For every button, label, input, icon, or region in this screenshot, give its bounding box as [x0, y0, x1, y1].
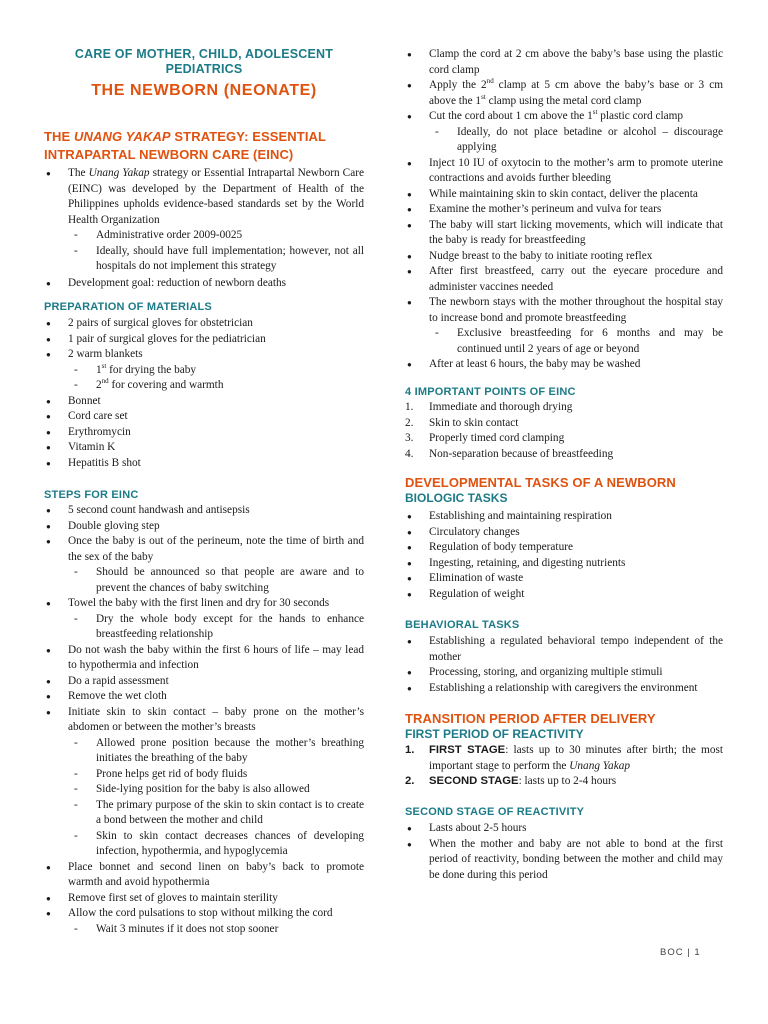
numbered-item: 4. Non-separation because of breastfeeding — [405, 447, 614, 460]
sub-item: - Skin to skin contact decreases chances of developing infection, hypothermia, and hypoglycemia — [44, 829, 364, 860]
four-points-heading: 4 IMPORTANT POINTS OF EINC — [405, 386, 576, 398]
list-item: ● When the mother and baby are not able to bond at the first period of reactivity, bonding between the mother and child may be done during this period — [405, 837, 723, 884]
list-item: ● Lasts about 2-5 hours — [405, 821, 723, 837]
sub-item: - The primary purpose of the skin to skin contact is to create a bond between the mother and child — [44, 798, 364, 829]
list-item: ● 5 second count handwash and antisepsis — [44, 503, 364, 519]
first-period-list — [405, 743, 723, 790]
list-item: ● Establishing and maintaining respiration — [405, 509, 723, 525]
einc-section — [44, 166, 364, 291]
list-item: ● Examine the mother’s perineum and vulva for tears — [405, 202, 723, 218]
list-item: ● Nudge breast to the baby to initiate rooting reflex — [405, 249, 723, 265]
sub-item: - Should be announced so that people are aware and to prevent the chances of baby switching — [44, 565, 364, 596]
sub-item: - Prone helps get rid of body fluids — [44, 767, 364, 783]
list-item: ● After at least 6 hours, the baby may be washed — [405, 357, 723, 373]
list-item: ● Circulatory changes — [405, 525, 723, 541]
sub-item: - Side-lying position for the baby is also allowed — [44, 782, 364, 798]
sub-item: - 1st for drying the baby — [44, 363, 364, 379]
list-item: ● Regulation of body temperature — [405, 540, 723, 556]
list-item: ● Place bonnet and second linen on baby’s back to promote warmth and avoid hypothermia — [44, 860, 364, 891]
steps-heading: STEPS FOR EINC — [44, 489, 139, 501]
list-item: ● Establishing a relationship with caregivers the environment — [405, 681, 723, 697]
page-footer: BOC | 1 — [660, 947, 701, 958]
sub-item: - Administrative order 2009-0025 — [44, 228, 364, 244]
list-item: ● Establishing a regulated behavioral tempo independent of the mother — [405, 634, 723, 665]
list-item: ● The baby will start licking movements, which will indicate that the baby is ready for breastfeeding — [405, 218, 723, 249]
biologic-tasks-list — [405, 509, 723, 602]
list-item: ● Remove the wet cloth — [44, 689, 364, 705]
list-item: ● Cut the cord about 1 cm above the 1st plastic cord clamp — [405, 109, 723, 125]
list-item: ● Initiate skin to skin contact – baby prone on the mother’s abdomen or between the mother’s breasts — [44, 705, 364, 736]
list-item: ● After first breastfeed, carry out the eyecare procedure and administer vaccines needed — [405, 264, 723, 295]
list-item: ● Regulation of weight — [405, 587, 723, 603]
list-item: ● Hepatitis B shot — [44, 456, 364, 472]
list-item: ● The Unang Yakap strategy or Essential Intrapartal Newborn Care (EINC) was developed by the Department of Health of the Philippines upholds evidence-based standards set by the World Health Organization — [44, 166, 364, 228]
sub-item: - Allowed prone position because the mother’s breathing initiates the breathing of the baby — [44, 736, 364, 767]
list-item: ● Towel the baby with the first linen and dry for 30 seconds — [44, 596, 364, 612]
list-item: ● While maintaining skin to skin contact, deliver the placenta — [405, 187, 723, 203]
course-title-line2: PEDIATRICS — [165, 62, 243, 76]
second-period-list — [405, 821, 723, 883]
numbered-item: 2. SECOND STAGE: lasts up to 2-4 hours — [405, 775, 617, 787]
numbered-item: 2. Skin to skin contact — [405, 416, 519, 429]
sub-item: - Exclusive breastfeeding for 6 months and may be continued until 2 years of age or beyond — [405, 326, 723, 357]
second-period-heading: SECOND STAGE OF REACTIVITY — [405, 806, 585, 818]
list-item: ● The newborn stays with the mother throughout the hospital stay to increase bond and promote breastfeeding — [405, 295, 723, 326]
einc-heading: THE UNANG YAKAP STRATEGY: ESSENTIAL INTRAPARTAL NEWBORN CARE (EINC) — [44, 129, 326, 162]
course-title-line1: CARE OF MOTHER, CHILD, ADOLESCENT — [74, 47, 334, 61]
four-points-list — [405, 400, 723, 462]
list-item: ● Allow the cord pulsations to stop without milking the cord — [44, 906, 364, 922]
list-item: ● Do a rapid assessment — [44, 674, 364, 690]
list-item: ● Cord care set — [44, 409, 364, 425]
list-item: ● Double gloving step — [44, 519, 364, 535]
behavioral-tasks-heading: BEHAVIORAL TASKS — [405, 619, 520, 631]
list-item: ● Clamp the cord at 2 cm above the baby’s base using the plastic cord clamp — [405, 47, 723, 78]
list-item: ● Vitamin K — [44, 440, 364, 456]
numbered-item: 1. FIRST STAGE: lasts up to 30 minutes after birth; the most important stage to perform the Unang Yakap — [405, 744, 723, 772]
document-header — [44, 47, 364, 100]
list-item: ● Ingesting, retaining, and digesting nutrients — [405, 556, 723, 572]
list-item: ● Inject 10 IU of oxytocin to the mother’s arm to promote uterine contractions and avoids further bleeding — [405, 156, 723, 187]
list-item: ● Do not wash the baby within the first 6 hours of life – may lead to hypothermia and infection — [44, 643, 364, 674]
list-item: ● Development goal: reduction of newborn deaths — [44, 276, 364, 292]
list-item: ● 1 pair of surgical gloves for the pediatrician — [44, 332, 364, 348]
page-title: THE NEWBORN (NEONATE) — [91, 82, 317, 99]
numbered-item: 3. Properly timed cord clamping — [405, 432, 565, 444]
biologic-tasks-heading: BIOLOGIC TASKS — [405, 491, 508, 505]
list-item: ● Remove first set of gloves to maintain sterility — [44, 891, 364, 907]
list-item: ● Processing, storing, and organizing multiple stimuli — [405, 665, 723, 681]
numbered-item: 1. Immediate and thorough drying — [405, 401, 573, 413]
sub-item: - 2nd for covering and warmth — [44, 378, 364, 394]
sub-item: - Dry the whole body except for the hands to enhance breastfeeding relationship — [44, 612, 364, 643]
steps-continued-list — [405, 47, 723, 373]
list-item: ● Apply the 2nd clamp at 5 cm above the baby’s base or 3 cm above the 1st clamp using the metal cord clamp — [405, 78, 723, 109]
behavioral-tasks-list — [405, 634, 723, 696]
sub-item: - Ideally, do not place betadine or alcohol – discourage applying — [405, 125, 723, 156]
steps-list — [44, 503, 364, 937]
transition-heading: TRANSITION PERIOD AFTER DELIVERY — [405, 711, 656, 726]
sub-item: - Wait 3 minutes if it does not stop sooner — [44, 922, 364, 938]
materials-heading: PREPARATION OF MATERIALS — [44, 301, 212, 313]
list-item: ● Erythromycin — [44, 425, 364, 441]
list-item: ● Elimination of waste — [405, 571, 723, 587]
list-item: ● 2 pairs of surgical gloves for obstetrician — [44, 316, 364, 332]
sub-item: - Ideally, should have full implementation; however, not all hospitals do not implement this strategy — [44, 244, 364, 275]
list-item: ● Once the baby is out of the perineum, note the time of birth and the sex of the baby — [44, 534, 364, 565]
list-item: ● 2 warm blankets — [44, 347, 364, 363]
list-item: ● Bonnet — [44, 394, 364, 410]
materials-list — [44, 316, 364, 471]
dev-tasks-heading: DEVELOPMENTAL TASKS OF A NEWBORN — [405, 475, 676, 490]
first-period-heading: FIRST PERIOD OF REACTIVITY — [405, 727, 584, 741]
